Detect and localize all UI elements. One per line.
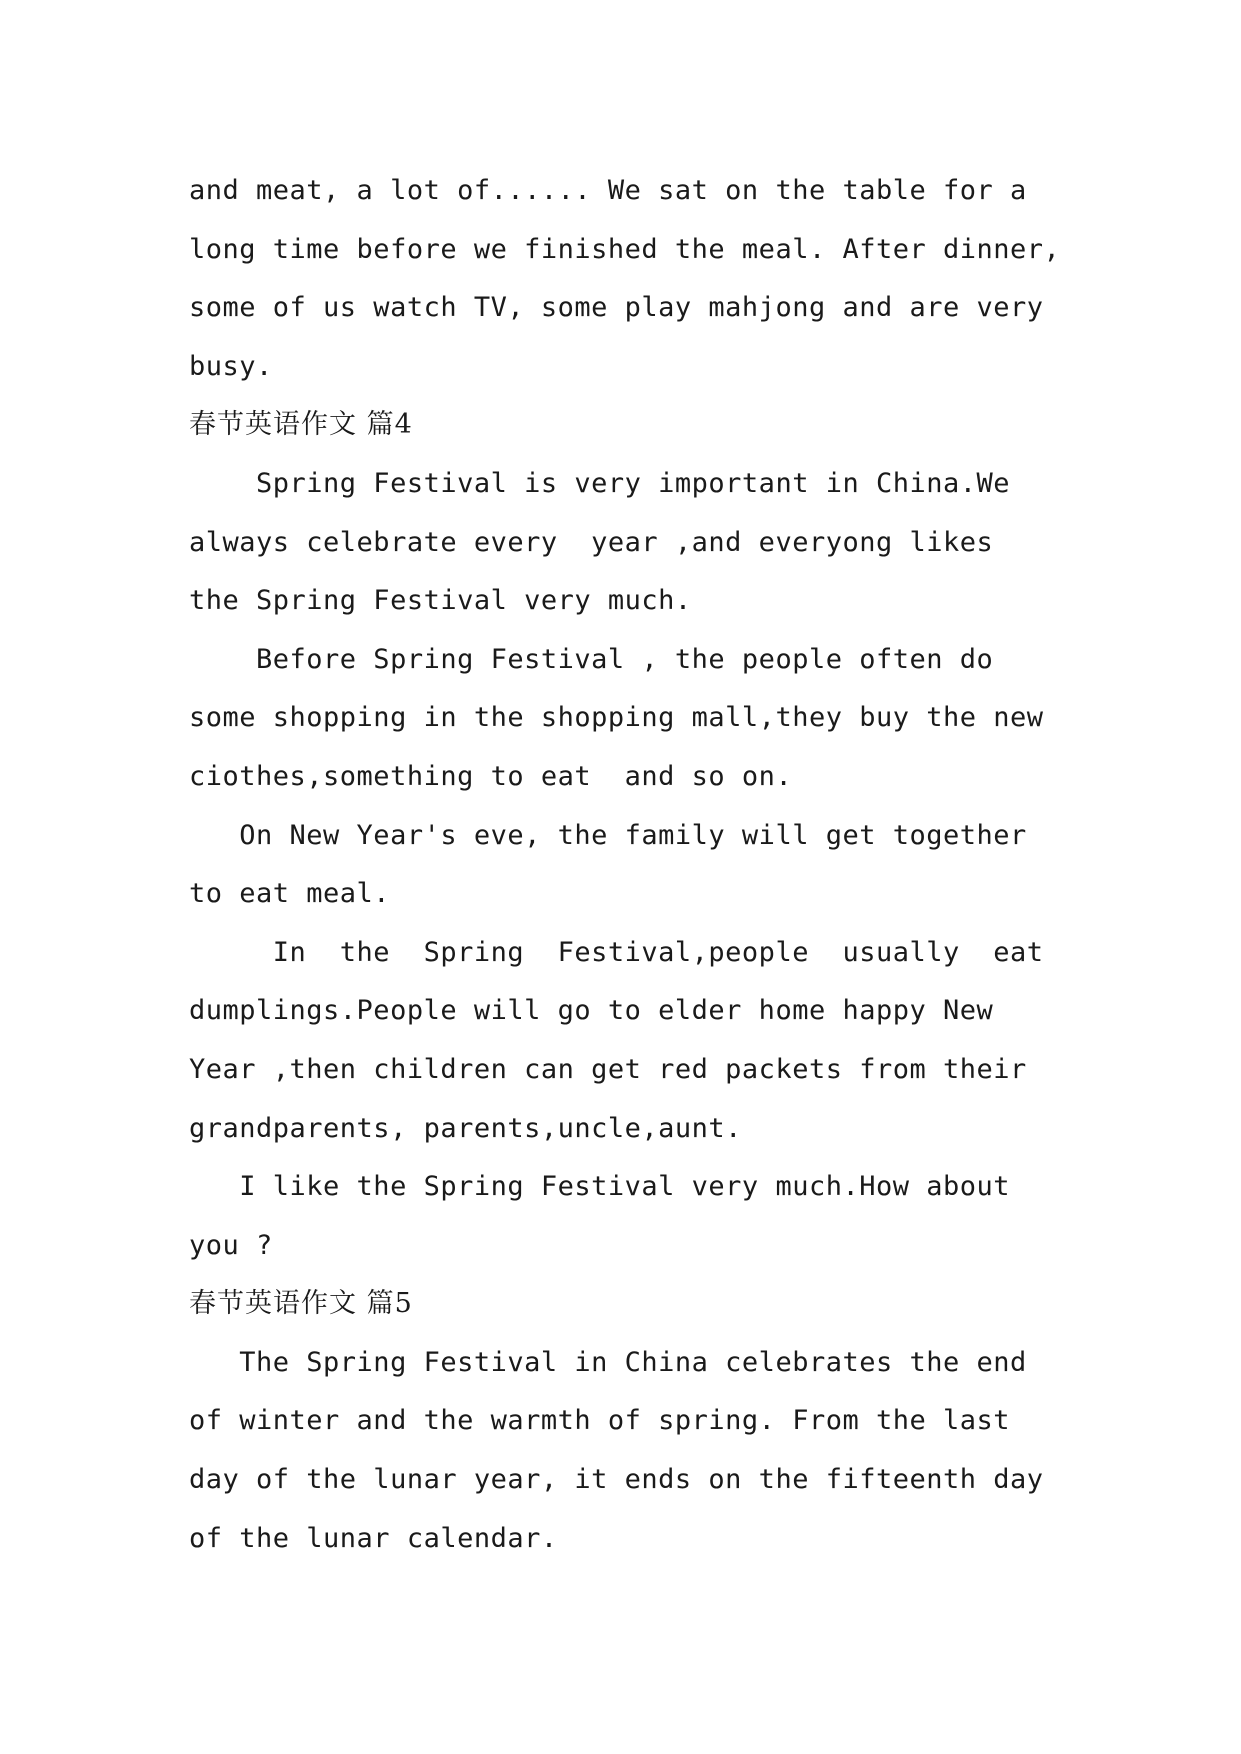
paragraph-line: Before Spring Festival , the people often do: [189, 643, 994, 675]
paragraph-line: you ?: [189, 1229, 273, 1261]
paragraph-line: In the Spring Festival,people usually eat: [189, 936, 1044, 968]
paragraph-line: some shopping in the shopping mall,they buy the new: [189, 702, 1044, 734]
paragraph-line: the Spring Festival very much.: [189, 585, 692, 617]
paragraph-line: day of the lunar year, it ends on the fifteenth day: [189, 1464, 1044, 1496]
paragraph-line: of winter and the warmth of spring. From the last: [189, 1405, 1011, 1437]
paragraph-line: The Spring Festival in China celebrates the end: [189, 1346, 1027, 1378]
paragraph-line: long time before we finished the meal. After dinner,: [189, 233, 1061, 265]
paragraph-line: dumplings.People will go to elder home happy New: [189, 995, 994, 1027]
paragraph-line: Year ,then children can get red packets from their: [189, 1053, 1027, 1085]
section-heading: 春节英语作文 篇5: [189, 1288, 413, 1320]
paragraph-line: ciothes,something to eat and so on.: [189, 760, 793, 792]
paragraph-line: to eat meal.: [189, 878, 391, 910]
paragraph-line: and meat, a lot of...... We sat on the table for a: [189, 175, 1027, 206]
section-heading: 春节英语作文 篇4: [189, 409, 413, 441]
paragraph-line: some of us watch TV, some play mahjong and are very: [189, 292, 1044, 324]
document-body: [189, 162, 1069, 1568]
paragraph-line: I like the Spring Festival very much.How about: [189, 1171, 1011, 1203]
paragraph-line: of the lunar calendar.: [189, 1522, 558, 1554]
paragraph-line: grandparents, parents,uncle,aunt.: [189, 1112, 742, 1144]
paragraph-line: always celebrate every year ,and everyong likes: [189, 526, 994, 558]
paragraph-line: On New Year's eve, the family will get together: [189, 819, 1027, 851]
paragraph-line: Spring Festival is very important in China.We: [189, 467, 1011, 499]
paragraph-line: busy.: [189, 350, 273, 382]
